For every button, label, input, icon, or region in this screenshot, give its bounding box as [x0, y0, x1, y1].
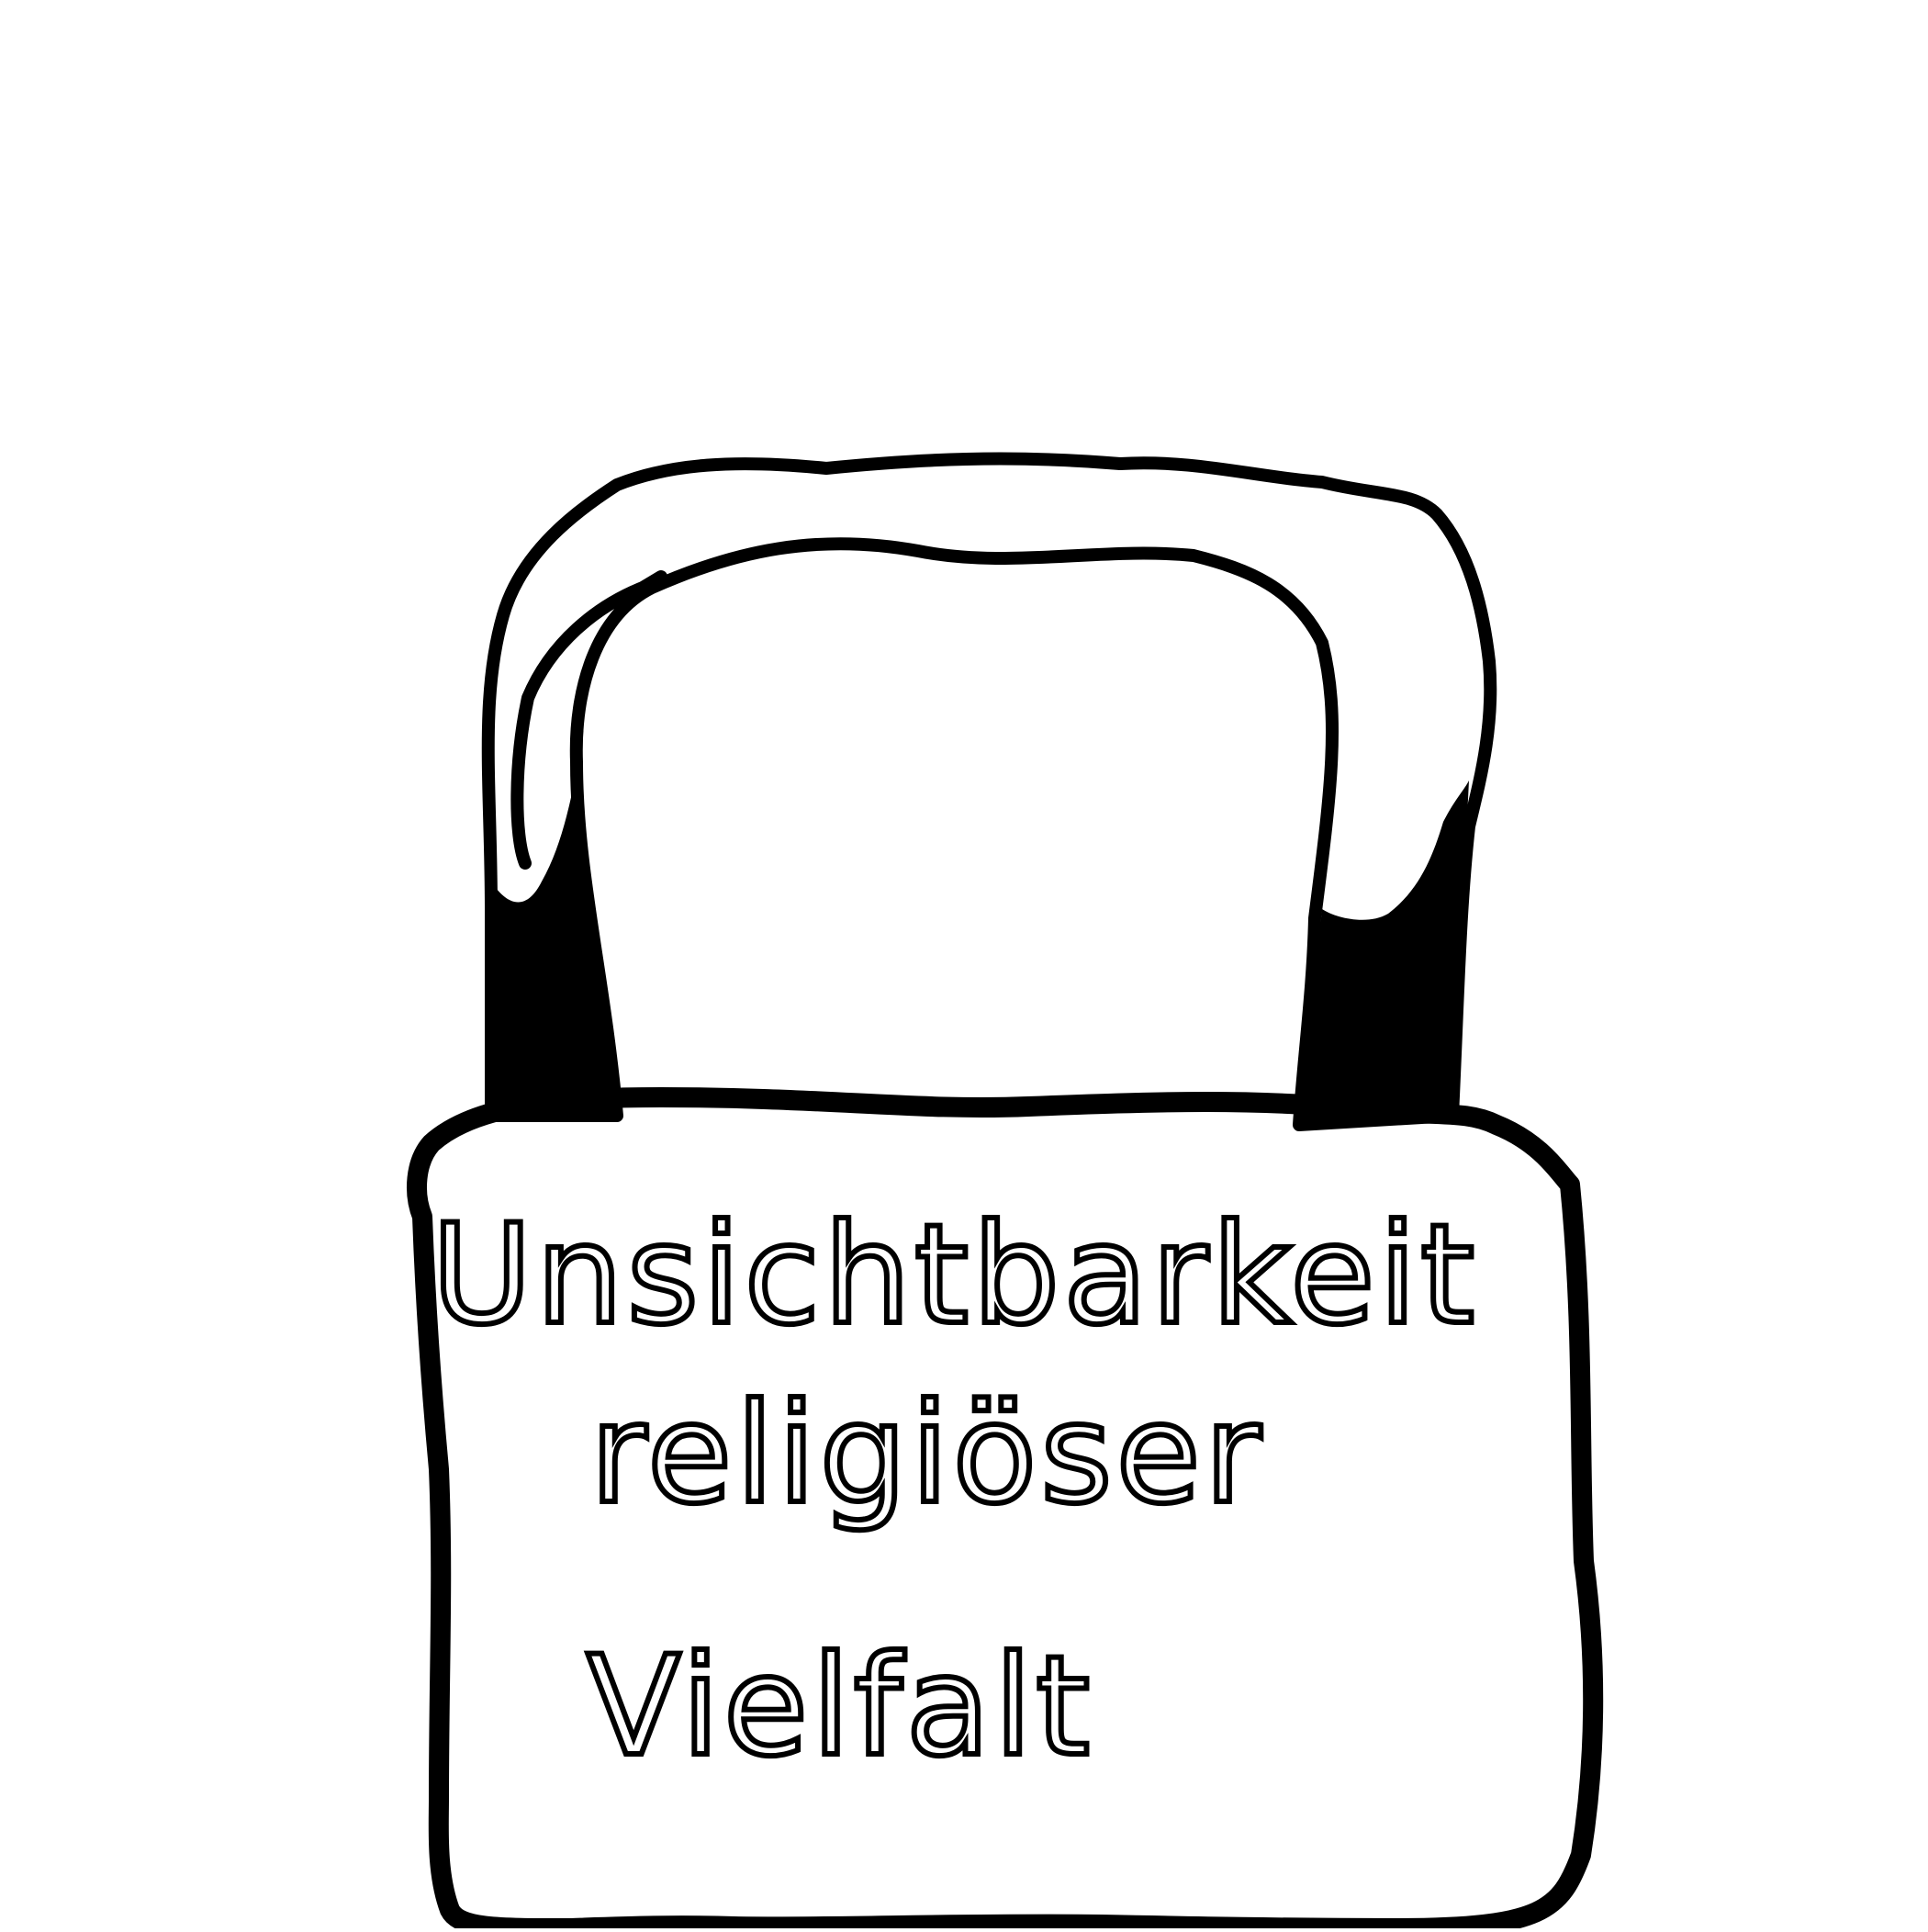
text-line-1: Unsichtbarkeit [431, 1196, 1479, 1355]
text-line-3: Vielfalt [586, 1627, 1094, 1787]
text-line-2: religiöser [589, 1375, 1265, 1534]
